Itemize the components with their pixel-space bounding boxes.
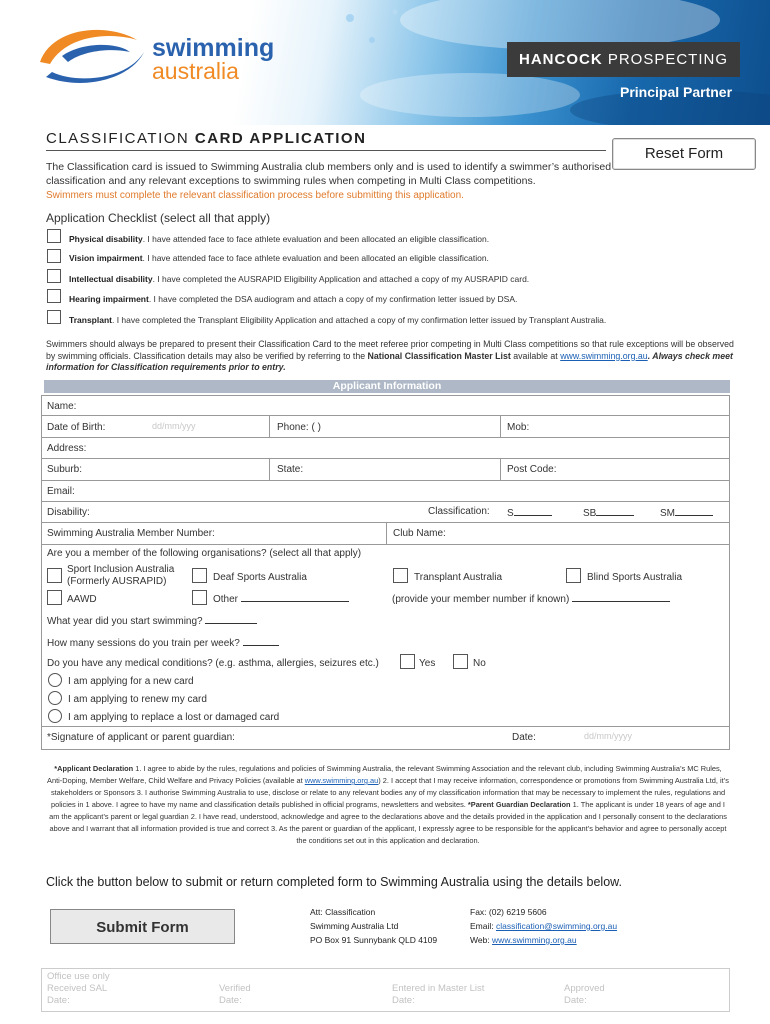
radio-renew-card[interactable] [48,691,62,705]
apply-replace-label: I am applying to replace a lost or damaged card [68,712,280,723]
apply-new-label: I am applying for a new card [68,676,194,687]
logo-wordmark-australia: australia [152,58,239,84]
checkbox-medical-yes[interactable] [400,654,415,669]
organisations-question: Are you a member of the following organisations? (select all that apply) [47,548,362,559]
checklist-item-title: Intellectual disability [69,274,153,284]
checklist-item-text: . I have attended face to face athlete evaluation and been allocated an eligible classification. [142,234,490,244]
class-sm-field[interactable] [660,508,713,519]
contact-fax: Fax: (02) 6219 5606 [470,907,547,917]
signature-label: *Signature of applicant or parent guardian: [47,732,235,743]
office-received [47,983,107,1007]
col-divider [269,458,270,480]
org-deaf-sports-label: Deaf Sports Australia [213,572,307,583]
note-text-2: available at [510,350,561,361]
parent-declaration-heading: *Parent Guardian Declaration [467,800,571,809]
col-divider [500,415,501,437]
note-text: Swimmers should always be prepared to present their Classification Card to the meet referee prior competing in Multi Class competitions so that rule exceptions will be observed by swimming officials. Classification details may also be verified by referring to the [46,339,734,361]
swimming-australia-logo-icon [32,22,152,92]
suburb-label: Suburb: [47,464,83,475]
classification-card-note [46,339,736,374]
org-aawd-label: AAWD [67,594,97,605]
start-year-line [205,623,257,624]
address-po-box: PO Box 91 Sunnybank QLD 4109 [310,935,438,945]
checkbox-hearing-impairment[interactable] [47,289,61,303]
checklist-item-vision [69,253,489,263]
office-verified-label: Verified [219,983,251,994]
checkbox-medical-no[interactable] [453,654,468,669]
medical-no-label: No [473,658,486,669]
reset-form-button[interactable]: Reset Form [612,138,756,170]
row-divider [41,415,730,416]
declaration-part-2: ) 2. I accept that I may receive information, correspondence or promotions from Swimming Australia Ltd, it’s stakeholders or Sponsors 3. I authorise Swimming Australia to use, disclose or relate to any relevant bodies any of my classification information that may be necessary to implement the rules, regulations and policies in 1 above. I agree to have my name and classification details published in official programs, newsletters and websites. [50,776,729,809]
checklist-item-title: Hearing impairment [69,294,149,304]
medical-yes-label: Yes [419,658,436,669]
row-divider [41,726,730,727]
intro-text: The Classification card is issued to Swimming Australia club members only and is used to identify a swimmer’s authorised classification and any relevant exceptions to swimming rules when competing in Multi Class competitions. [46,161,612,187]
row-divider [41,544,730,545]
address-org: Swimming Australia Ltd [310,921,399,931]
sponsor-badge [507,42,740,77]
classification-label: Classification: [428,506,490,517]
header-banner [0,0,770,125]
org-other-line [241,601,349,602]
submit-instruction: Click the button below to submit or return completed form to Swimming Australia using the details below. [46,875,622,889]
radio-new-card[interactable] [48,673,62,687]
checklist-item-text: . I have attended face to face athlete evaluation and been allocated an eligible classification. [142,253,489,263]
col-divider [269,415,270,437]
email-label: Email: [47,486,75,497]
class-s-line [514,515,552,516]
office-use-title: Office use only [47,971,110,982]
checklist-item-intellectual [69,274,529,284]
contact-web [470,933,617,947]
sponsor-name-rest: PROSPECTING [607,51,729,68]
title-light: CLASSIFICATION [46,130,195,147]
email-link[interactable]: classification@swimming.org.au [495,921,618,931]
class-sm-label: SM [660,508,675,519]
office-date-label: Date: [219,995,242,1006]
org-member-number-line[interactable] [572,601,670,602]
principal-partner-label: Principal Partner [620,84,733,100]
org-other-label: Other [213,594,239,605]
org-sport-inclusion-label [67,564,174,588]
org-transplant-label: Transplant Australia [414,572,503,583]
contact-details [470,905,617,947]
office-entered [392,983,484,1007]
class-sb-line [596,515,634,516]
checklist-item-text: . I have completed the AUSRAPID Eligibility Application and attached a copy of my AUSRAPID card. [152,274,530,284]
checklist-item-text: . I have completed the DSA audiogram and attach a copy of my confirmation letter issued by DSA. [148,294,518,304]
row-divider [41,501,730,502]
website-link[interactable]: www.swimming.org.au [560,350,648,361]
declaration-link[interactable]: www.swimming.org.au [304,776,379,785]
applicant-info-heading: Applicant Information [44,380,730,393]
class-sb-field[interactable] [583,508,634,519]
row-divider [41,437,730,438]
checkbox-physical-disability[interactable] [47,229,61,243]
declaration-part-3: 1. The applicant is under 18 years of age and I am the applicant’s parent or legal guardian 2. I have read, understood, acknowledge and agree to the declarations above and the details provided in the application and I personally consent to the declarations above and I warrant that all information provided is true and correct 3. As the parent or guardian of the applicant, I expressly agree to be responsible for the applicant’s behavior and agree to personally accept the conditions set out in this application and declaration. [49,800,727,845]
state-label: State: [277,464,304,475]
warning-text: Swimmers must complete the relevant classification process before submitting this application. [46,190,464,201]
checkbox-other-org[interactable] [192,590,207,605]
start-year-label: What year did you start swimming? [47,616,203,627]
email-label: Email: [470,921,496,931]
date-label: Date: [512,732,536,743]
org-sia-line1: Sport Inclusion Australia [67,564,175,575]
row-divider [41,458,730,459]
declaration-part-1: 1. I agree to abide by the rules, regulations and policies of Swimming Australia, the relevant Swimming Association and the relevant club, including Swimming Australia’s MC Rules, Anti-Doping, Member Welfare, Child Welfare and Privacy Policies (available at [47,764,722,785]
title-bold: CARD APPLICATION [194,130,367,147]
org-sia-line2: (Formerly AUSRAPID) [67,576,167,587]
sessions-label: How many sessions do you train per week? [47,638,240,649]
checklist-item-physical [69,234,489,244]
class-s-field[interactable] [507,508,552,519]
contact-email [470,919,617,933]
club-name-label: Club Name: [393,528,446,539]
address-att: Att: Classification [310,907,376,917]
col-divider [500,458,501,480]
note-master-list: National Classification Master List [367,350,511,361]
disability-label: Disability: [47,507,90,518]
office-date-label: Date: [47,995,70,1006]
class-sm-line [675,515,713,516]
office-approved [564,983,605,1007]
radio-replace-card[interactable] [48,709,62,723]
checklist-item-title: Vision impairment [69,253,143,263]
signature-date-input[interactable]: dd/mm/yyyy [584,731,633,741]
org-other-field[interactable] [213,594,349,605]
dob-label: Date of Birth: [47,422,106,433]
checkbox-transplant-australia[interactable] [393,568,408,583]
medical-question: Do you have any medical conditions? (e.g. asthma, allergies, seizures etc.) [47,658,379,669]
checkbox-deaf-sports[interactable] [192,568,207,583]
class-sb-label: SB [583,508,597,519]
checkbox-blind-sports[interactable] [566,568,581,583]
checklist-item-hearing [69,294,517,304]
name-label: Name: [47,401,77,412]
office-received-label: Received SAL [47,983,108,994]
page-title [46,130,366,147]
logo-wordmark-swimming: swimming [152,34,275,62]
member-number-hint-text: (provide your member number if known) [392,594,570,605]
address-label: Address: [47,443,87,454]
office-use-box [41,968,730,1012]
declaration-text [46,763,730,847]
postcode-label: Post Code: [507,464,557,475]
checklist-heading: Application Checklist (select all that apply) [46,211,271,225]
submit-form-button[interactable]: Submit Form [50,909,235,944]
checkbox-vision-impairment[interactable] [47,249,61,263]
checklist-item-title: Physical disability [69,234,143,244]
sponsor-name-bold: HANCOCK [518,51,603,68]
web-label: Web: [470,935,493,945]
checkbox-intellectual-disability[interactable] [47,269,61,283]
checklist-item-text: . I have completed the Transplant Eligibility Application and attached a copy of my confirmation letter issued by Transplant Australia. [111,315,607,325]
sessions-line [243,645,279,646]
office-approved-label: Approved [564,983,605,994]
office-date-label: Date: [564,995,587,1006]
start-year-field[interactable] [47,616,257,627]
applicant-declaration-heading: *Applicant Declaration [54,764,134,773]
apply-renew-label: I am applying to renew my card [68,694,207,705]
office-entered-label: Entered in Master List [392,983,485,994]
checkbox-transplant[interactable] [47,310,61,324]
checkbox-sport-inclusion[interactable] [47,568,62,583]
org-blind-sports-label: Blind Sports Australia [587,572,683,583]
checklist-item-title: Transplant [69,315,112,325]
dob-input[interactable]: dd/mm/yyy [152,421,196,431]
phone-label: Phone: ( ) [277,422,321,433]
web-link[interactable]: www.swimming.org.au [492,935,577,945]
checklist-item-transplant [69,315,606,325]
col-divider [386,522,387,544]
row-divider [41,480,730,481]
name-input[interactable] [90,398,720,413]
title-divider [46,150,606,151]
office-verified [219,983,251,1007]
class-s-label: S [507,508,514,519]
postal-address [310,905,437,947]
mobile-label: Mob: [507,422,530,433]
sessions-field[interactable] [47,638,279,649]
checkbox-aawd[interactable] [47,590,62,605]
member-number-hint [392,594,670,605]
member-number-label: Swimming Australia Member Number: [47,528,215,539]
office-date-label: Date: [392,995,415,1006]
note-italic: . Always check meet information for Classification requirements prior to entry. [46,350,733,372]
